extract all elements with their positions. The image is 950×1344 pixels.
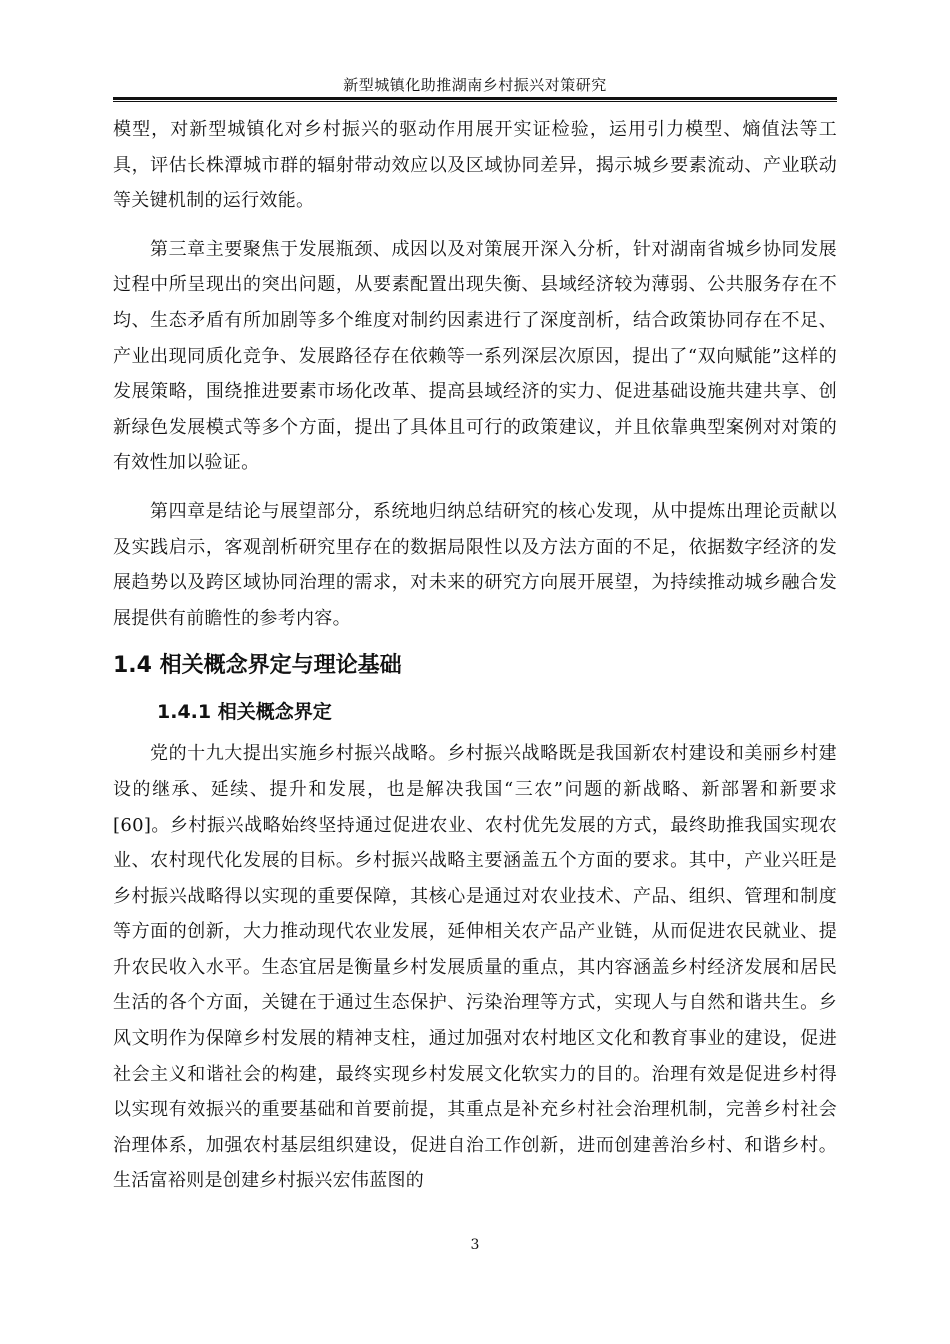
paragraph-rural-revitalization: 党的十九大提出实施乡村振兴战略。乡村振兴战略既是我国新农村建设和美丽乡村建设的继承、延续、提升和发展，也是解决我国“三农”问题的新战略、新部署和新要求[60]。乡村振兴战略始终坚持通过促进农业、农村优先发展的方式，最终助推我国实现农业、农村现代化发展的目标。乡村振兴战略主要涵盖五个方面的要求。其中，产业兴旺是乡村振兴战略得以实现的重要保障，其核心是通过对农业技术、产品、组织、管理和制度等方面的创新，大力推动现代农业发展，延伸相关农产品产业链，从而促进农民就业、提升农民收入水平。生态宜居是衡量乡村发展质量的重点，其内容涵盖乡村经济发展和居民生活的各个方面，关键在于通过生态保护、污染治理等方式，实现人与自然和谐共生。乡风文明作为保障乡村发展的精神支柱，通过加强对农村地区文化和教育事业的建设，促进社会主义和谐社会的构建，最终实现乡村发展文化软实力的目的。治理有效是促进乡村得以实现有效振兴的重要基础和首要前提，其重点是补充乡村社会治理机制，完善乡村社会治理体系，加强农村基层组织建设，促进自治工作创新，进而创建善治乡村、和谐乡村。生活富裕则是创建乡村振兴宏伟蓝图的 xyxy=(113,743,837,1192)
paragraph-gap xyxy=(113,219,837,232)
paragraph-gap xyxy=(113,481,837,494)
paragraph-continuation: 模型，对新型城镇化对乡村振兴的驱动作用展开实证检验，运用引力模型、熵值法等工具，评估长株潭城市群的辐射带动效应以及区域协同差异，揭示城乡要素流动、产业联动等关键机制的运行效能。 xyxy=(113,119,837,212)
section-heading: 1.4 相关概念界定与理论基础 xyxy=(113,653,402,679)
page-number: 3 xyxy=(470,1237,480,1253)
paragraph-chapter-four: 第四章是结论与展望部分，系统地归纳总结研究的核心发现，从中提炼出理论贡献以及实践启示，客观剖析研究里存在的数据局限性以及方法方面的不足，依据数字经济的发展趋势以及跨区域协同治理的需求，对未来的研究方向展开展望，为持续推动城乡融合发展提供有前瞻性的参考内容。 xyxy=(113,500,837,629)
running-header-title: 新型城镇化助推湖南乡村振兴对策研究 xyxy=(343,76,607,94)
paragraph-chapter-three: 第三章主要聚焦于发展瓶颈、成因以及对策展开深入分析，针对湖南省城乡协同发展过程中所呈现出的突出问题，从要素配置出现失衡、县域经济较为薄弱、公共服务存在不均、生态矛盾有所加剧等多个维度对制约因素进行了深度剖析，结合政策协同存在不足、产业出现同质化竞争、发展路径存在依赖等一系列深层次原因，提出了“双向赋能”这样的发展策略，围绕推进要素市场化改革、提高县域经济的实力、促进基础设施共建共享、创新绿色发展模式等多个方面，提出了具体且可行的政策建议，并且依靠典型案例对对策的有效性加以验证。 xyxy=(113,238,837,474)
subsection-heading: 1.4.1 相关概念界定 xyxy=(157,701,332,724)
header-rule-thin xyxy=(113,101,837,102)
header-rule-thick xyxy=(113,97,837,100)
body-text xyxy=(113,112,837,1199)
